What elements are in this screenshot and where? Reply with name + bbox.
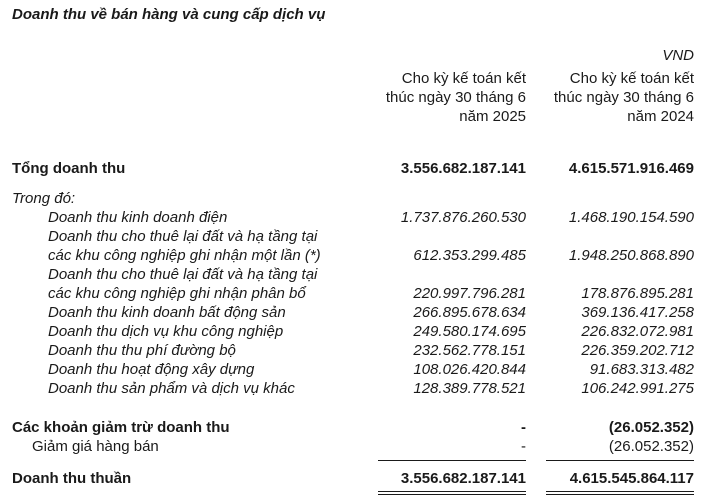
item-value-2024: 106.242.991.275 [581,380,694,397]
column-header-line: thúc ngày 30 tháng 6 [553,89,694,106]
subtotal-rule-2024 [546,460,694,461]
item-value-2025: 108.026.420.844 [413,361,526,378]
item-value-2025: 612.353.299.485 [413,247,526,264]
item-label: các khu công nghiệp ghi nhận phân bổ [48,285,306,302]
deductions-2024: (26.052.352) [608,419,694,436]
item-value-2024: 226.359.202.712 [581,342,694,359]
item-label: Doanh thu cho thuê lại đất và hạ tầng tại [48,228,318,245]
item-value-2024: 1.948.250.868.890 [568,247,694,264]
discount-label: Giảm giá hàng bán [32,438,159,455]
total-rule-2024-a [546,491,694,492]
item-value-2024: 1.468.190.154.590 [568,209,694,226]
column-header-2025 [386,69,526,126]
of-which-label: Trong đó: [12,190,76,207]
item-label: Doanh thu cho thuê lại đất và hạ tầng tại [48,266,318,283]
item-label: Doanh thu sản phẩm và dịch vụ khác [48,380,295,397]
total-rule-2024-b [546,494,694,495]
total-rule-2025-a [378,491,526,492]
item-value-2025: 232.562.778.151 [413,342,526,359]
item-value-2024: 369.136.417.258 [581,304,694,321]
discount-2025: - [521,438,526,455]
deductions-2025: - [521,419,526,436]
item-label: Doanh thu hoạt động xây dựng [48,361,255,378]
discount-2024: (26.052.352) [608,438,694,455]
item-label: Doanh thu kinh doanh bất động sản [48,304,286,321]
net-revenue-2025: 3.556.682.187.141 [400,470,526,487]
item-label: các khu công nghiệp ghi nhận một lần (*) [48,247,321,264]
column-header-line: thúc ngày 30 tháng 6 [385,89,526,106]
column-header-line: năm 2024 [627,108,694,125]
item-value-2025: 1.737.876.260.530 [400,209,526,226]
item-value-2024: 178.876.895.281 [581,285,694,302]
item-value-2024: 226.832.072.981 [581,323,694,340]
item-label: Doanh thu dịch vụ khu công nghiệp [48,323,284,340]
net-revenue-2024: 4.615.545.864.117 [569,470,694,487]
net-revenue-label: Doanh thu thuần [12,470,132,487]
item-label: Doanh thu thu phí đường bộ [48,342,236,359]
item-value-2025: 266.895.678.634 [413,304,526,321]
currency-label: VND [662,47,694,64]
deductions-label: Các khoản giảm trừ doanh thu [12,419,230,436]
column-header-line: Cho kỳ kế toán kết [569,70,694,87]
subtotal-rule-2025 [378,460,526,461]
item-value-2025: 128.389.778.521 [413,380,526,397]
item-label: Doanh thu kinh doanh điện [48,209,228,226]
total-revenue-2025: 3.556.682.187.141 [400,160,526,177]
column-header-line: Cho kỳ kế toán kết [401,70,526,87]
section-title: Doanh thu về bán hàng và cung cấp dịch vụ [12,6,326,23]
total-revenue-label: Tổng doanh thu [12,160,126,177]
item-value-2025: 249.580.174.695 [413,323,526,340]
total-rule-2025-b [378,494,526,495]
total-revenue-2024: 4.615.571.916.469 [568,160,694,177]
column-header-2024 [554,69,694,126]
column-header-line: năm 2025 [459,108,526,125]
item-value-2025: 220.997.796.281 [413,285,526,302]
item-value-2024: 91.683.313.482 [589,361,694,378]
